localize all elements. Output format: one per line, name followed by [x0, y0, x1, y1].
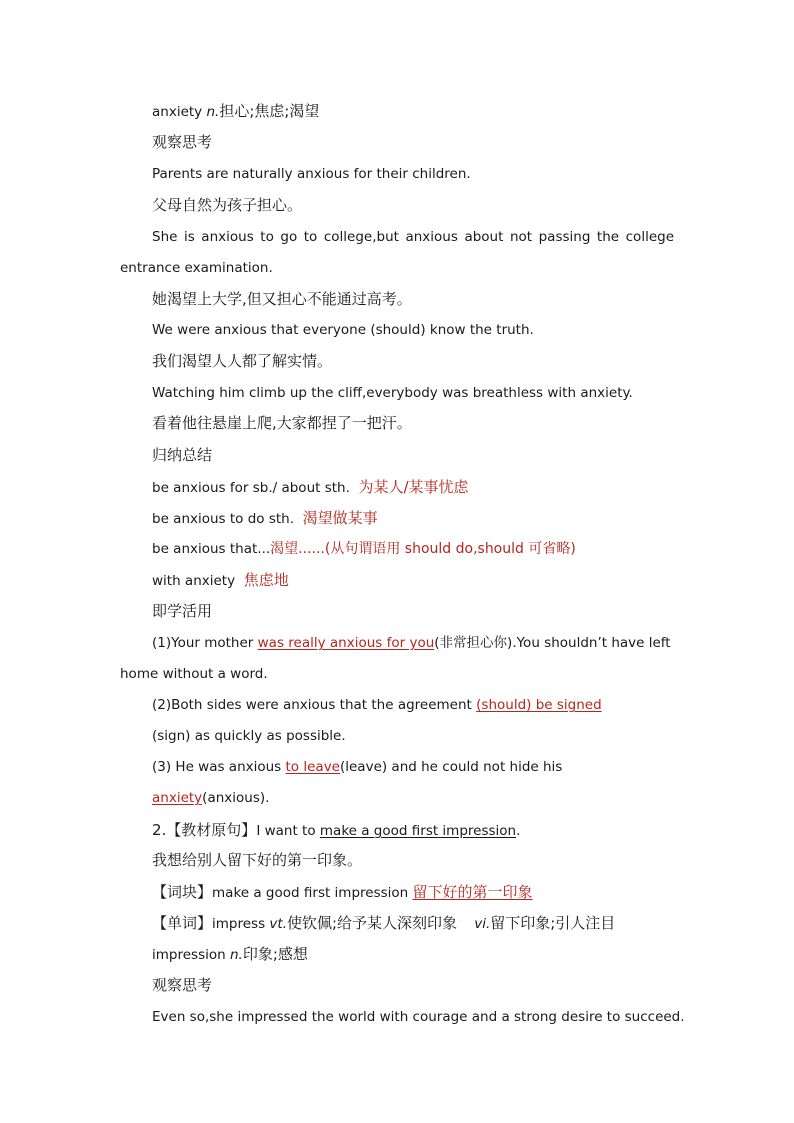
chunk-meaning: 留下好的第一印象 [412, 883, 533, 901]
answer-blank: to leave [285, 759, 340, 775]
example-sentence-en: Watching him climb up the cliff,everybody was breathless with anxiety. [152, 385, 633, 401]
exercise-3: (3) He was anxious to leave(leave) and he could not hide his [152, 759, 563, 775]
phrase-meaning: 渴望做某事 [302, 509, 378, 527]
phrase-meaning: 渴望......(从句谓语用 should do,should 可省略) [270, 541, 576, 557]
section-heading-practice: 即学活用 [152, 602, 213, 620]
section-heading-observe: 观察思考 [152, 133, 213, 151]
answer-blank: (should) be signed [476, 697, 602, 713]
answer-blank: was really anxious for you [257, 635, 435, 651]
example-translation-cn: 父母自然为孩子担心。 [152, 196, 303, 214]
example-sentence-en: Parents are naturally anxious for their children. [152, 166, 471, 182]
exercise-1: (1)Your mother was really anxious for you(非常担心你).You shouldn’t have left [152, 635, 671, 651]
answer-blank: anxiety [152, 790, 203, 806]
exercise-3-cont: anxiety(anxious). [152, 790, 270, 806]
exercise-2: (2)Both sides were anxious that the agreement (should) be signed [152, 697, 602, 713]
example-sentence-en: We were anxious that everyone (should) know the truth. [152, 322, 534, 338]
phrase-item: be anxious for sb./ about sth. 为某人/某事忧虑 [152, 478, 469, 496]
example-sentence-en: She is anxious to go to college,but anxious about not passing the college [152, 229, 674, 245]
example-sentence-en: Even so,she impressed the world with courage and a strong desire to succeed. [152, 1009, 685, 1025]
phrase-item: be anxious to do sth. 渴望做某事 [152, 509, 378, 527]
example-translation-cn: 她渴望上大学,但又担心不能通过高考。 [152, 290, 412, 308]
section-heading-summary: 归纳总结 [152, 446, 213, 464]
section-heading-observe: 观察思考 [152, 976, 213, 994]
example-sentence-en-cont: entrance examination. [120, 260, 273, 276]
exercise-2-cont: (sign) as quickly as possible. [152, 728, 346, 744]
example-translation-cn: 看着他往悬崖上爬,大家都捏了一把汗。 [152, 414, 412, 432]
textbook-translation: 我想给别人留下好的第一印象。 [152, 851, 363, 869]
vocab-impression: impression n.印象;感想 [152, 945, 308, 963]
phrase-meaning: 焦虑地 [243, 571, 289, 589]
example-translation-cn: 我们渴望人人都了解实情。 [152, 352, 333, 370]
textbook-sentence: 2.【教材原句】I want to make a good first impression. [152, 821, 521, 839]
exercise-1-cont: home without a word. [120, 666, 268, 682]
vocab-anxiety: anxiety n.担心;焦虑;渴望 [152, 102, 320, 120]
phrase-meaning: 为某人/某事忧虑 [358, 478, 469, 496]
chunk-item: 【词块】make a good first impression 留下好的第一印象 [152, 883, 533, 901]
phrase-item: with anxiety 焦虑地 [152, 571, 289, 589]
phrase-item: be anxious that...渴望......(从句谓语用 should do,should 可省略) [152, 541, 576, 557]
word-item: 【单词】impress vt.使钦佩;给予某人深刻印象 vi.留下印象;引人注目 [152, 914, 616, 932]
